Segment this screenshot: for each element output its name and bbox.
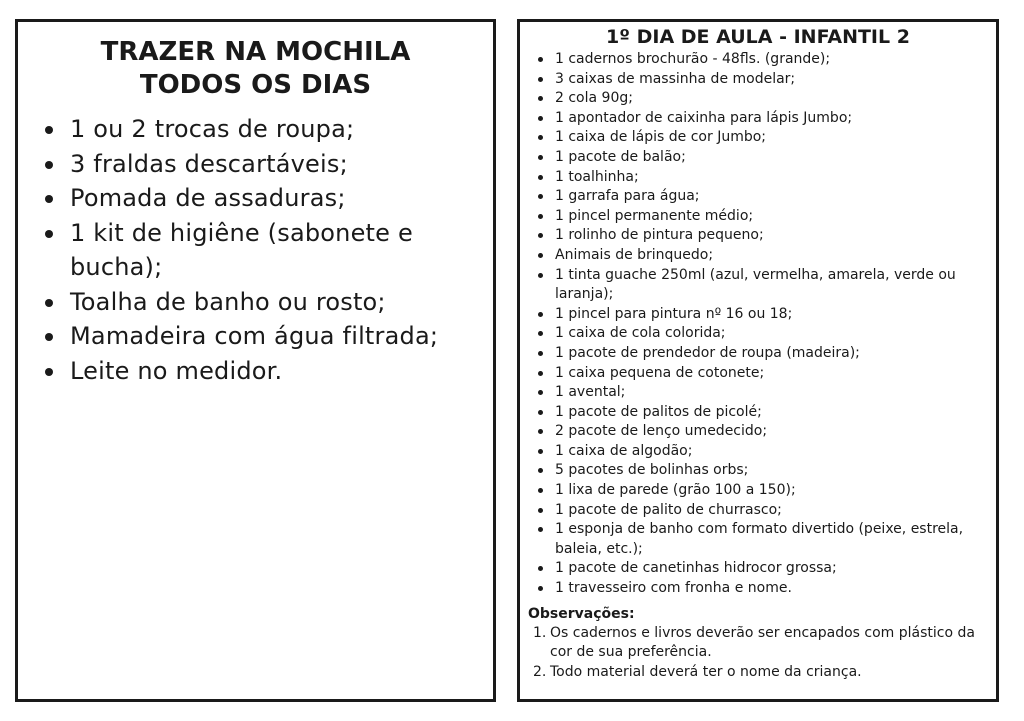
list-item: 1 caixa pequena de cotonete; <box>555 364 996 384</box>
list-item: 1 apontador de caixinha para lápis Jumbo; <box>555 109 996 129</box>
list-item: 1 caixa de lápis de cor Jumbo; <box>555 128 996 148</box>
observation-number: 2. <box>533 663 547 680</box>
daily-backpack-title <box>18 36 493 102</box>
list-item: 2 pacote de lenço umedecido; <box>555 422 996 442</box>
list-item: 3 fraldas descartáveis; <box>70 147 493 182</box>
observation-text: Todo material deverá ter o nome da criança. <box>550 663 862 680</box>
title-line-2: TODOS OS DIAS <box>139 70 372 100</box>
list-item: 3 caixas de massinha de modelar; <box>555 70 996 90</box>
list-item: 1 travesseiro com fronha e nome. <box>555 579 996 599</box>
list-item: 1 rolinho de pintura pequeno; <box>555 226 996 246</box>
observation-item <box>533 663 996 683</box>
list-item: 1 pacote de balão; <box>555 148 996 168</box>
list-item: 1 pincel para pintura nº 16 ou 18; <box>555 305 996 325</box>
list-item: Pomada de assaduras; <box>70 181 493 216</box>
observations-list <box>520 624 996 683</box>
daily-items-list <box>18 112 493 388</box>
list-item: 1 tinta guache 250ml (azul, vermelha, amarela, verde ou laranja); <box>555 266 996 305</box>
list-item: 1 pincel permanente médio; <box>555 207 996 227</box>
observation-text: Os cadernos e livros deverão ser encapados com plástico da cor de sua preferência. <box>550 624 975 661</box>
list-item: 1 pacote de palito de churrasco; <box>555 501 996 521</box>
list-item: 1 cadernos brochurão - 48fls. (grande); <box>555 50 996 70</box>
list-item: 1 toalhinha; <box>555 168 996 188</box>
first-day-title: 1º DIA DE AULA - INFANTIL 2 <box>606 26 910 48</box>
first-day-materials-card <box>517 19 999 702</box>
list-item: 1 caixa de cola colorida; <box>555 324 996 344</box>
list-item: 1 kit de higiêne (sabonete e bucha); <box>70 216 493 285</box>
list-item: 1 avental; <box>555 383 996 403</box>
list-item: Animais de brinquedo; <box>555 246 996 266</box>
list-item: 1 garrafa para água; <box>555 187 996 207</box>
list-item: 1 pacote de prendedor de roupa (madeira); <box>555 344 996 364</box>
list-item: Leite no medidor. <box>70 354 493 389</box>
list-item: 5 pacotes de bolinhas orbs; <box>555 461 996 481</box>
list-item: 1 pacote de palitos de picolé; <box>555 403 996 423</box>
list-item: 2 cola 90g; <box>555 89 996 109</box>
title-line-1: TRAZER NA MOCHILA <box>100 37 411 67</box>
observation-number: 1. <box>533 624 547 641</box>
list-item: Mamadeira com água filtrada; <box>70 319 493 354</box>
materials-list <box>520 50 996 599</box>
daily-backpack-card <box>15 19 496 702</box>
list-item: 1 pacote de canetinhas hidrocor grossa; <box>555 559 996 579</box>
list-item: 1 lixa de parede (grão 100 a 150); <box>555 481 996 501</box>
observations-title: Observações: <box>528 605 635 622</box>
list-item: Toalha de banho ou rosto; <box>70 285 493 320</box>
observation-item <box>533 624 996 663</box>
list-item: 1 caixa de algodão; <box>555 442 996 462</box>
list-item: 1 ou 2 trocas de roupa; <box>70 112 493 147</box>
list-item: 1 esponja de banho com formato divertido (peixe, estrela, baleia, etc.); <box>555 520 996 559</box>
